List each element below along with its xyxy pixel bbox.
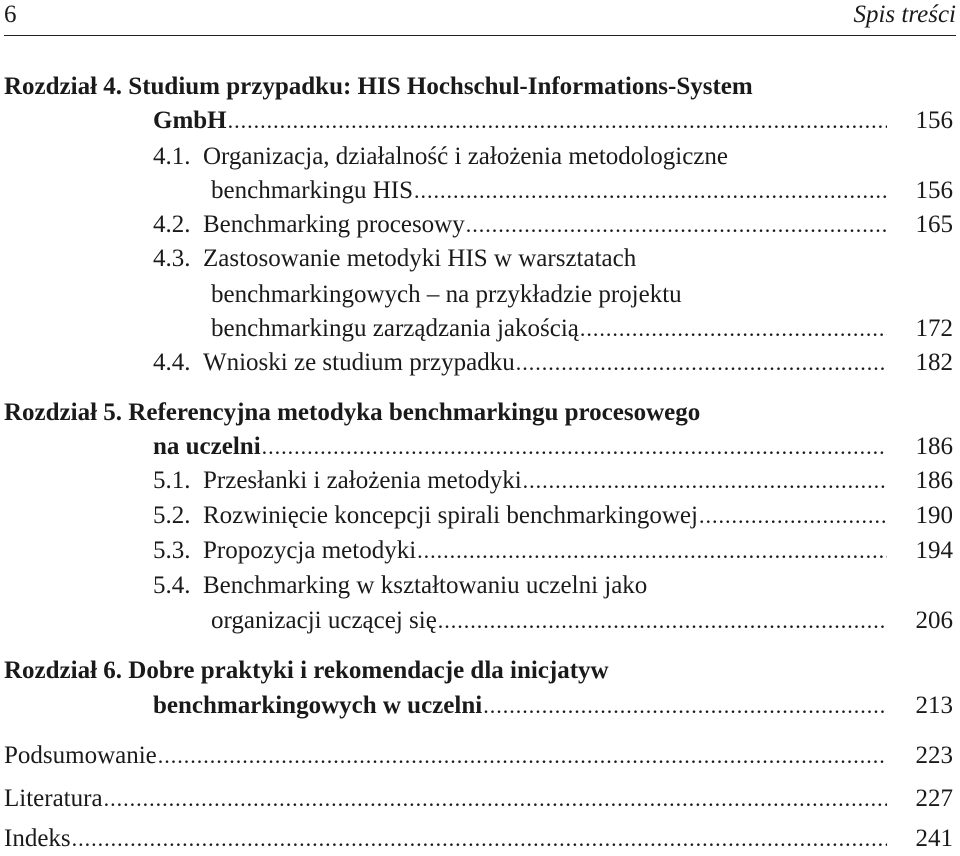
chapter-6-label: Rozdział 6. xyxy=(4,657,123,684)
section-5-2-page: 190 xyxy=(915,502,953,529)
section-4-4-title: Wnioski ze studium przypadku xyxy=(203,349,515,376)
section-4-2-page: 165 xyxy=(915,211,953,238)
dot-leader xyxy=(483,689,887,723)
section-4-1-page: 156 xyxy=(915,177,953,204)
section-4-3-title-cont2: benchmarkingu zarządzania jakością xyxy=(211,315,579,342)
dot-leader xyxy=(104,782,887,816)
section-5-4-line1[interactable] xyxy=(153,569,647,603)
dot-leader xyxy=(580,312,887,346)
dot-leader xyxy=(438,604,887,638)
section-4-1-line1[interactable] xyxy=(153,140,728,174)
section-4-2-number: 4.2. xyxy=(153,211,191,238)
section-5-4-title-cont: organizacji uczącej się xyxy=(211,607,437,634)
dot-leader xyxy=(417,534,887,568)
dot-leader xyxy=(516,346,887,380)
section-4-3-line2[interactable] xyxy=(211,278,682,312)
chapter-6-title: Dobre praktyki i rekomendacje dla inicjatyw xyxy=(128,657,609,684)
dot-leader xyxy=(699,499,887,533)
section-4-4-number: 4.4. xyxy=(153,349,191,376)
section-5-3-number: 5.3. xyxy=(153,537,191,564)
section-5-1-page: 186 xyxy=(915,467,953,494)
section-5-4-page: 206 xyxy=(915,607,953,634)
section-5-4-number: 5.4. xyxy=(153,572,191,599)
chapter-5-title-cont: na uczelni xyxy=(153,433,261,460)
section-5-1[interactable] xyxy=(153,464,953,498)
dot-leader xyxy=(523,464,887,498)
section-4-3-title-cont: benchmarkingowych – na przykładzie projektu xyxy=(211,281,682,308)
chapter-6-page: 213 xyxy=(915,692,953,719)
section-5-1-number: 5.1. xyxy=(153,467,191,494)
chapter-6-title-line1 xyxy=(4,654,956,688)
section-4-1-number: 4.1. xyxy=(153,143,191,170)
section-4-3-number: 4.3. xyxy=(153,245,191,272)
section-4-3-title: Zastosowanie metodyki HIS w warsztatach xyxy=(203,245,637,272)
section-4-2[interactable] xyxy=(153,208,953,242)
section-4-3-line1[interactable] xyxy=(153,242,636,276)
indeks-page: 241 xyxy=(915,825,953,852)
section-4-4[interactable] xyxy=(153,346,953,380)
chapter-4-title-line2[interactable] xyxy=(153,104,953,138)
section-5-3-title: Propozycja metodyki xyxy=(203,537,417,564)
header-rule xyxy=(4,35,956,36)
section-5-3[interactable] xyxy=(153,534,953,568)
dot-leader xyxy=(72,822,887,856)
section-5-3-page: 194 xyxy=(915,537,953,564)
section-4-1-title-cont: benchmarkingu HIS xyxy=(211,177,414,204)
section-4-3-line3[interactable] xyxy=(211,312,953,346)
section-5-4-title: Benchmarking w kształtowaniu uczelni jako xyxy=(203,572,648,599)
chapter-6-title-cont: benchmarkingowych w uczelni xyxy=(153,692,483,719)
section-4-2-title: Benchmarking procesowy xyxy=(203,211,465,238)
dot-leader xyxy=(262,430,887,464)
chapter-5-title-line1 xyxy=(4,396,956,430)
section-4-1-title: Organizacja, działalność i założenia metodologiczne xyxy=(203,143,728,170)
section-4-4-page: 182 xyxy=(915,349,953,376)
chapter-4-label: Rozdział 4. xyxy=(4,73,123,100)
chapter-5-page: 186 xyxy=(915,433,953,460)
literatura-page: 227 xyxy=(915,785,953,812)
section-5-2-number: 5.2. xyxy=(153,502,191,529)
section-title: Spis treści xyxy=(853,1,956,28)
literatura-title: Literatura xyxy=(4,785,103,812)
chapter-5-title: Referencyjna metodyka benchmarkingu procesowego xyxy=(128,399,701,426)
podsumowanie-title: Podsumowanie xyxy=(4,742,157,769)
page-number: 6 xyxy=(4,1,17,28)
podsumowanie-page: 223 xyxy=(915,742,953,769)
section-5-2[interactable] xyxy=(153,499,953,533)
chapter-5-title-line2[interactable] xyxy=(153,430,953,464)
chapter-5-label: Rozdział 5. xyxy=(4,399,123,426)
dot-leader xyxy=(228,104,887,138)
section-4-1-line2[interactable] xyxy=(211,174,953,208)
chapter-6-title-line2[interactable] xyxy=(153,689,953,723)
chapter-4-page: 156 xyxy=(915,107,953,134)
chapter-4-title-cont: GmbH xyxy=(153,107,227,134)
dot-leader xyxy=(466,208,887,242)
toc-literatura[interactable] xyxy=(4,782,953,816)
toc-podsumowanie[interactable] xyxy=(4,739,953,773)
toc-indeks[interactable] xyxy=(4,822,953,856)
section-5-4-line2[interactable] xyxy=(211,604,953,638)
running-head xyxy=(4,0,956,32)
section-5-1-title: Przesłanki i założenia metodyki xyxy=(203,467,522,494)
dot-leader xyxy=(414,174,887,208)
indeks-title: Indeks xyxy=(4,825,71,852)
chapter-4-title: Studium przypadku: HIS Hochschul-Informations-System xyxy=(128,73,753,100)
chapter-4-title-line1 xyxy=(4,70,956,104)
dot-leader xyxy=(158,739,887,773)
section-4-3-page: 172 xyxy=(915,315,953,342)
section-5-2-title: Rozwinięcie koncepcji spirali benchmarkingowej xyxy=(203,502,698,529)
